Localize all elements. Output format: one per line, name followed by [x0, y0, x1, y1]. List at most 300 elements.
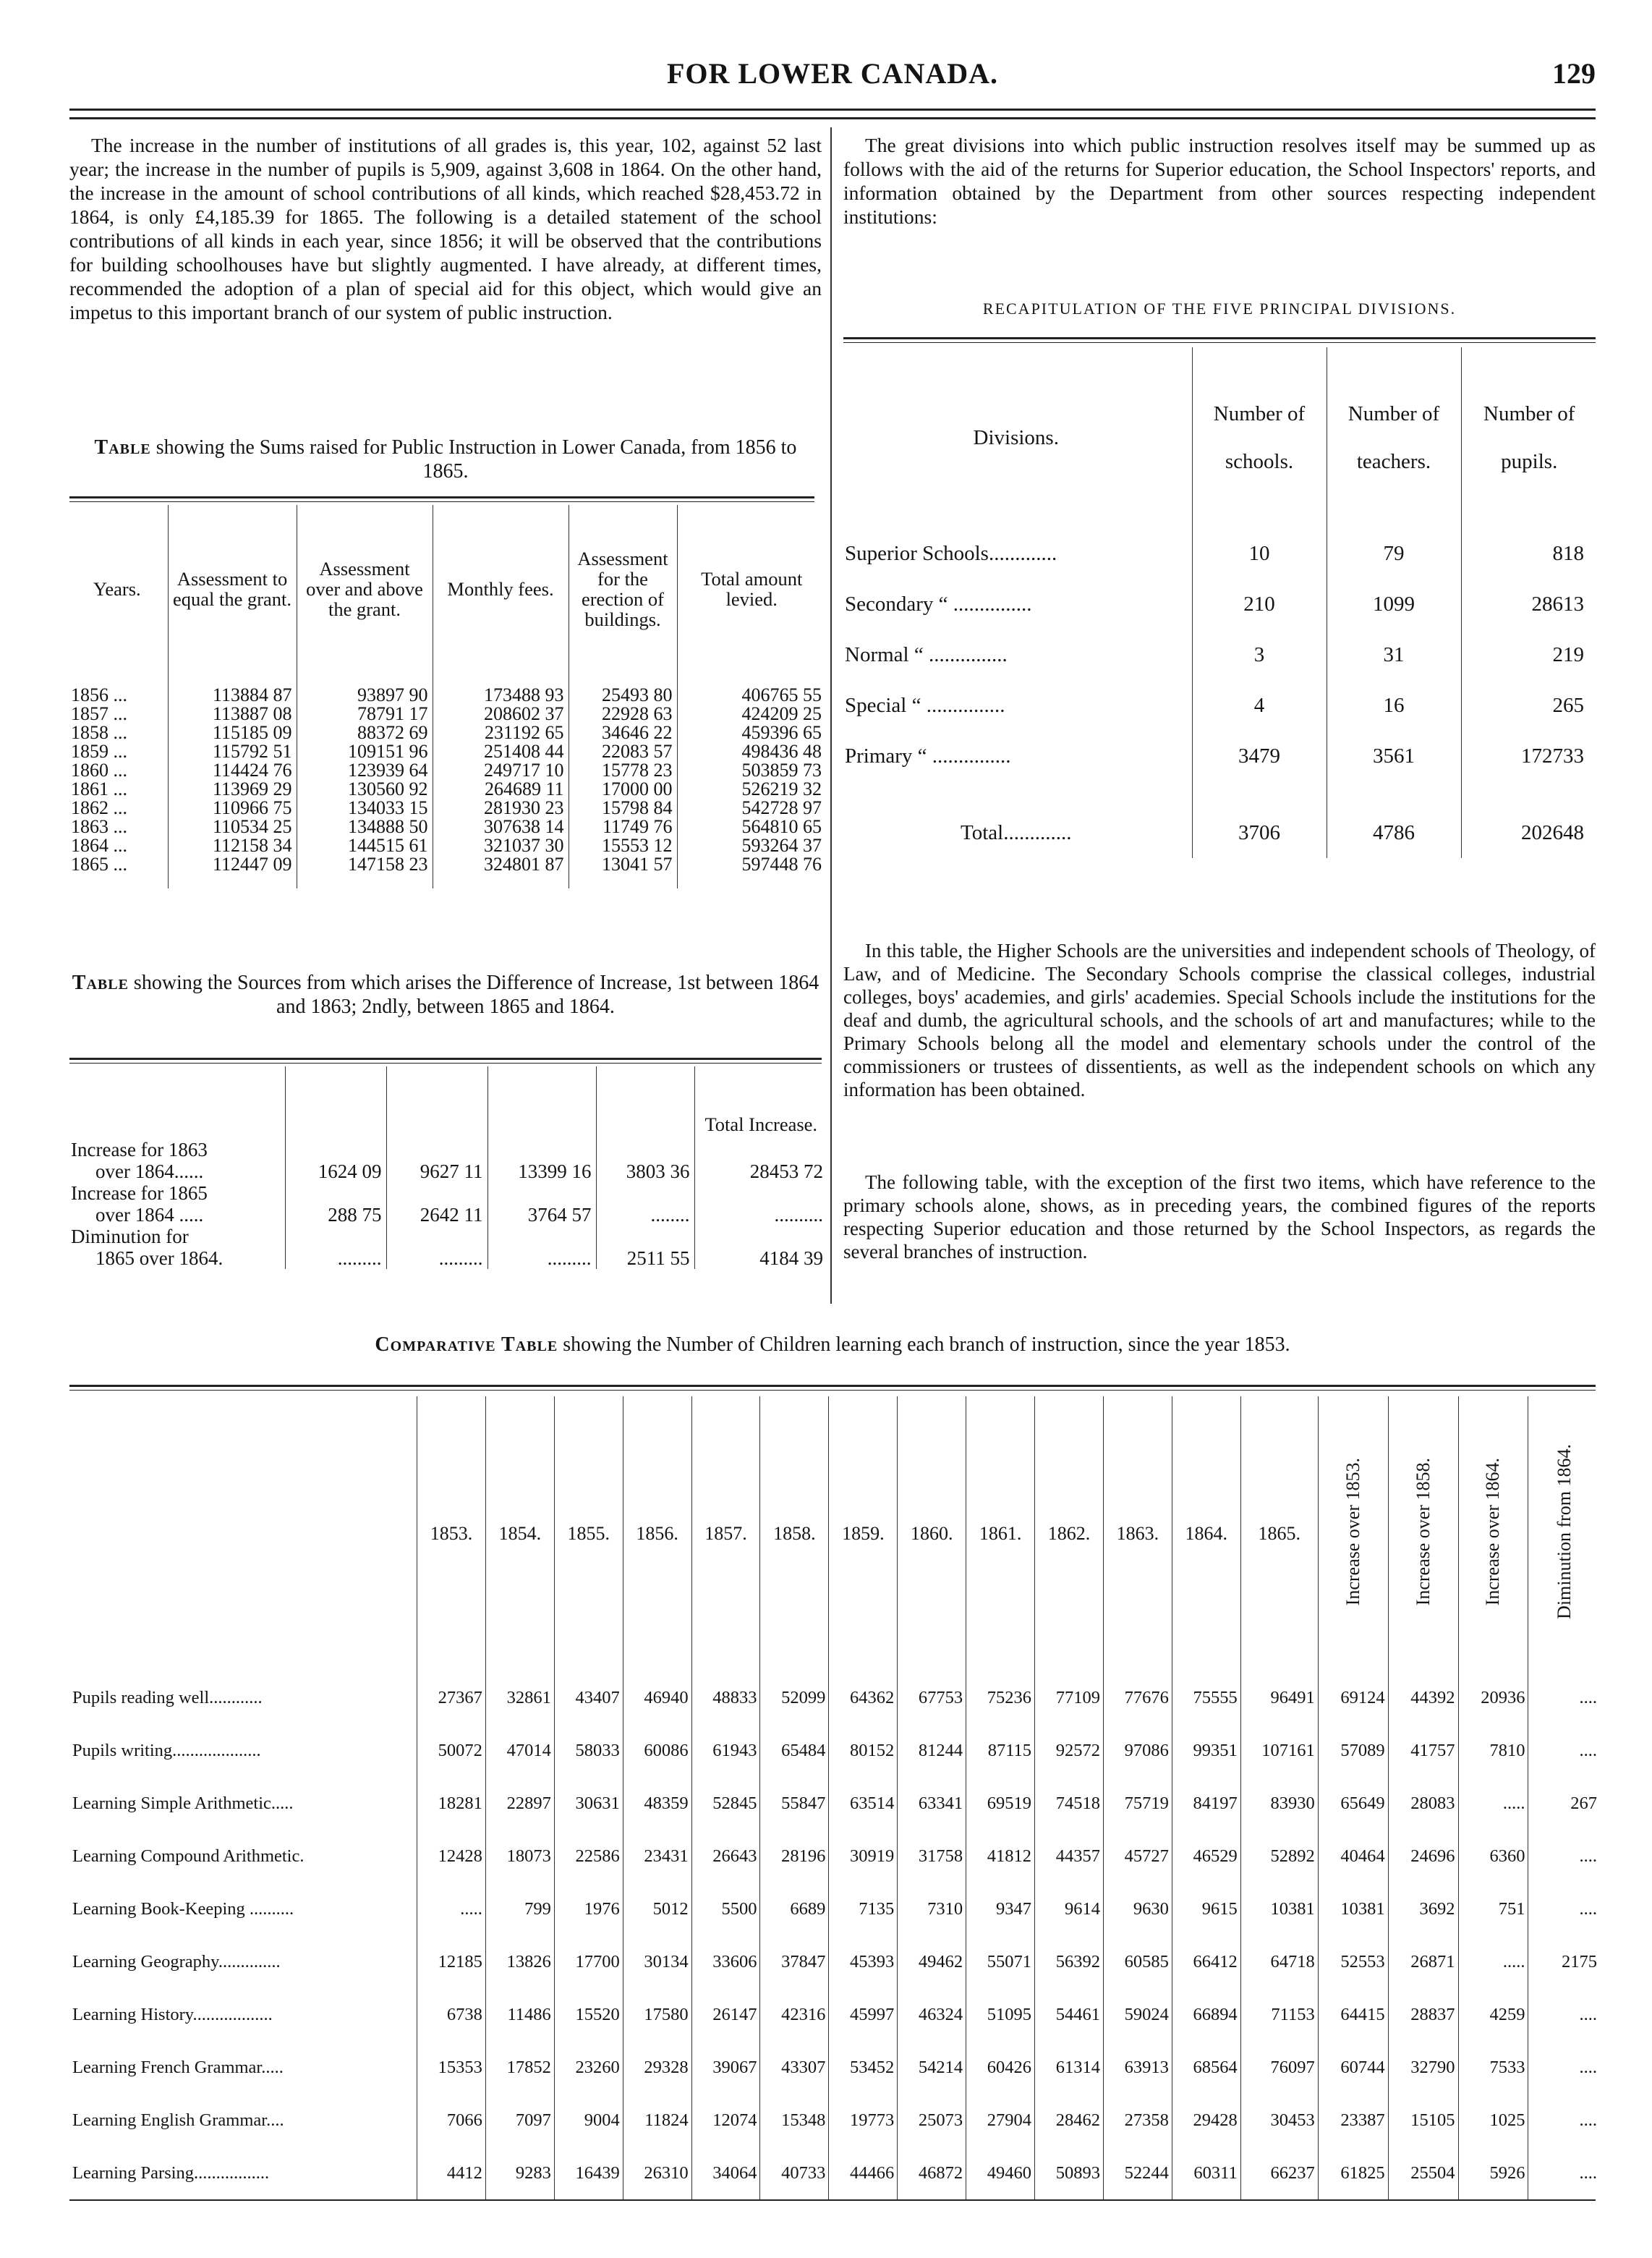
count-cell: 34064	[691, 2147, 760, 2199]
amount-cell: 321037 30	[433, 836, 569, 855]
amount-cell: 208602 37	[433, 705, 569, 723]
count-cell: ....	[1528, 1830, 1600, 1883]
count-cell: 75236	[966, 1671, 1035, 1724]
amount-cell: 288 75	[285, 1204, 386, 1226]
amount-cell: 130560 92	[297, 780, 433, 799]
count-cell: 1976	[554, 1883, 623, 1935]
change-header	[1528, 1396, 1600, 1671]
count-cell: 43407	[554, 1671, 623, 1724]
division-label: Secondary “ ...............	[845, 593, 1032, 616]
table-row	[67, 1226, 827, 1247]
year-header: 1861.	[966, 1396, 1035, 1671]
change-header-label: Diminution from 1864.	[1553, 1444, 1575, 1619]
count-cell: .....	[417, 1883, 486, 1935]
sums-header-over-grant: Assessment over and above the grant.	[297, 505, 433, 673]
amount-cell: 1624 09	[285, 1160, 386, 1182]
branch-label: Learning French Grammar.....	[72, 2057, 284, 2077]
right-paragraph-1: The great divisions into which public instruction resolves itself may be summed up as follows with the aid of the returns for Superior education, the School Inspectors' reports, and information obtained by the Department from other sources respecting independent institutions:	[843, 134, 1596, 228]
comparative-caption	[69, 1333, 1596, 1357]
count-cell: 96491	[1240, 1671, 1318, 1724]
count-cell: 17852	[485, 2041, 554, 2094]
amount-cell: 13399 16	[487, 1160, 596, 1182]
count-cell: 54214	[898, 2041, 966, 2094]
count-cell: 99351	[1172, 1724, 1240, 1777]
year-header: 1855.	[554, 1396, 623, 1671]
count-cell: .....	[1458, 1777, 1528, 1830]
amount-cell: 2642 11	[386, 1204, 487, 1226]
total-row	[840, 807, 1597, 858]
count-cell: 11486	[485, 1988, 554, 2041]
year-header: 1865.	[1240, 1396, 1318, 1671]
amount-cell: 109151 96	[297, 742, 433, 761]
recap-header-pupils: Number of pupils.	[1461, 347, 1597, 528]
table-row	[67, 836, 826, 855]
amount-cell: ..........	[694, 1204, 827, 1226]
count-cell: 64415	[1318, 1988, 1388, 2041]
right-paragraph-3: The following table, with the exception of the first two items, which have reference to the primary schools alone, shows, as in preceding years, the combined figures of the reports respecting Superior education and those returned by the School Inspectors, as regards the several branches of instruction.	[843, 1171, 1596, 1262]
amount-cell: 134033 15	[297, 799, 433, 818]
recap-caption: RECAPITULATION OF THE FIVE PRINCIPAL DIVISIONS.	[982, 300, 1457, 318]
running-head	[69, 56, 1596, 100]
count-cell: 9347	[966, 1883, 1035, 1935]
row-label: Increase for 1865	[71, 1182, 208, 1204]
year-cell: 1861 ...	[71, 778, 127, 799]
count-cell: 818	[1461, 528, 1597, 579]
amount-cell: 15553 12	[569, 836, 677, 855]
count-cell: 52099	[760, 1671, 829, 1724]
branch-label: Learning Simple Arithmetic.....	[72, 1793, 294, 1813]
year-cell: 1859 ...	[71, 741, 127, 762]
count-cell: 40733	[760, 2147, 829, 2199]
count-cell: 46872	[898, 2147, 966, 2199]
count-cell: 22586	[554, 1830, 623, 1883]
count-cell: 30134	[623, 1935, 691, 1988]
count-cell: 10381	[1240, 1883, 1318, 1935]
total-cell: 3706	[1192, 807, 1327, 858]
division-label: Primary “ ...............	[845, 744, 1011, 768]
count-cell: 53452	[829, 2041, 898, 2094]
year-cell: 1863 ...	[71, 816, 127, 837]
count-cell: 16	[1327, 680, 1461, 731]
amount-cell: 88372 69	[297, 723, 433, 742]
sums-table	[67, 505, 826, 888]
amount-cell: 134888 50	[297, 818, 433, 836]
table-row	[840, 680, 1597, 731]
year-cell: 1864 ...	[71, 835, 127, 856]
count-cell: 44392	[1388, 1671, 1458, 1724]
amount-cell: .........	[285, 1247, 386, 1269]
table-row	[67, 723, 826, 742]
table-row	[67, 705, 826, 723]
branch-label: Learning History..................	[72, 2004, 273, 2024]
count-cell: 7310	[898, 1883, 966, 1935]
count-cell: 10381	[1318, 1883, 1388, 1935]
count-cell: 46324	[898, 1988, 966, 2041]
count-cell: 27367	[417, 1671, 486, 1724]
year-header: 1862.	[1035, 1396, 1104, 1671]
count-cell: 17580	[623, 1988, 691, 2041]
table-row	[69, 1883, 1600, 1935]
count-cell: 43307	[760, 2041, 829, 2094]
row-label: 1865 over 1864.	[95, 1247, 223, 1269]
table-row	[69, 1830, 1600, 1883]
count-cell: 61825	[1318, 2147, 1388, 2199]
sums-header-total: Total amount levied.	[677, 505, 826, 673]
table-row	[69, 2094, 1600, 2147]
row-label: over 1864......	[95, 1160, 204, 1182]
caption-text: showing the Sources from which arises the Difference of Increase, 1st between 1864 and 1863; 2ndly, between 1865 and 1864.	[133, 972, 819, 1018]
count-cell: 12074	[691, 2094, 760, 2147]
amount-cell: 2511 55	[596, 1247, 694, 1269]
count-cell: 63514	[829, 1777, 898, 1830]
count-cell: 7810	[1458, 1724, 1528, 1777]
year-header: 1858.	[760, 1396, 829, 1671]
amount-cell: 264689 11	[433, 780, 569, 799]
amount-cell: .........	[487, 1247, 596, 1269]
count-cell: 18073	[485, 1830, 554, 1883]
count-cell: 77676	[1103, 1671, 1172, 1724]
table-row	[840, 629, 1597, 680]
year-header: 1856.	[623, 1396, 691, 1671]
count-cell: 61943	[691, 1724, 760, 1777]
count-cell: 46529	[1172, 1830, 1240, 1883]
count-cell: 40464	[1318, 1830, 1388, 1883]
amount-cell: 112447 09	[168, 855, 297, 874]
count-cell: 30919	[829, 1830, 898, 1883]
table-row	[840, 528, 1597, 579]
table-row	[69, 1777, 1600, 1830]
count-cell: 7533	[1458, 2041, 1528, 2094]
count-cell: 47014	[485, 1724, 554, 1777]
caption-text: showing the Number of Children learning each branch of instruction, since the year 1853.	[563, 1333, 1290, 1356]
count-cell: 44357	[1035, 1830, 1104, 1883]
total-label: Total.............	[961, 821, 1072, 844]
comparative-table	[69, 1396, 1600, 2199]
change-header	[1388, 1396, 1458, 1671]
amount-cell: 281930 23	[433, 799, 569, 818]
count-cell: 3	[1192, 629, 1327, 680]
count-cell: 107161	[1240, 1724, 1318, 1777]
count-cell: 30631	[554, 1777, 623, 1830]
table-row	[69, 1671, 1600, 1724]
division-label: Normal “ ...............	[845, 643, 1008, 666]
count-cell: 799	[485, 1883, 554, 1935]
count-cell: 1025	[1458, 2094, 1528, 2147]
amount-cell: 503859 73	[677, 761, 826, 780]
difference-table	[67, 1066, 827, 1269]
count-cell: 42316	[760, 1988, 829, 2041]
row-label: Diminution for	[71, 1226, 189, 1247]
table-row	[67, 761, 826, 780]
count-cell: 9283	[485, 2147, 554, 2199]
branch-label: Learning Book-Keeping ..........	[72, 1898, 294, 1919]
count-cell: 44466	[829, 2147, 898, 2199]
count-cell: 84197	[1172, 1777, 1240, 1830]
count-cell: 50893	[1035, 2147, 1104, 2199]
amount-cell: 22083 57	[569, 742, 677, 761]
amount-cell: 113884 87	[168, 673, 297, 705]
table-row	[67, 855, 826, 874]
amount-cell: 11749 76	[569, 818, 677, 836]
table-row	[67, 780, 826, 799]
table-row	[67, 1160, 827, 1182]
amount-cell: 93897 90	[297, 673, 433, 705]
count-cell: ....	[1528, 2147, 1600, 2199]
count-cell: 4412	[417, 2147, 486, 2199]
count-cell: 5012	[623, 1883, 691, 1935]
count-cell: 79	[1327, 528, 1461, 579]
count-cell: 3692	[1388, 1883, 1458, 1935]
count-cell: 58033	[554, 1724, 623, 1777]
amount-cell: 113887 08	[168, 705, 297, 723]
amount-cell: 251408 44	[433, 742, 569, 761]
count-cell: 26310	[623, 2147, 691, 2199]
count-cell: 7097	[485, 2094, 554, 2147]
count-cell: 10	[1192, 528, 1327, 579]
count-cell: 63913	[1103, 2041, 1172, 2094]
count-cell: 32790	[1388, 2041, 1458, 2094]
sums-header-years: Years.	[93, 578, 141, 600]
count-cell: 69519	[966, 1777, 1035, 1830]
count-cell: 57089	[1318, 1724, 1388, 1777]
count-cell: 4259	[1458, 1988, 1528, 2041]
amount-cell: 593264 37	[677, 836, 826, 855]
year-header: 1857.	[691, 1396, 760, 1671]
count-cell: 28613	[1461, 579, 1597, 629]
amount-cell: 115792 51	[168, 742, 297, 761]
count-cell: 26871	[1388, 1935, 1458, 1988]
count-cell: 27358	[1103, 2094, 1172, 2147]
count-cell: 56392	[1035, 1935, 1104, 1988]
year-cell: 1862 ...	[71, 797, 127, 818]
count-cell: 68564	[1172, 2041, 1240, 2094]
amount-cell: 112158 34	[168, 836, 297, 855]
amount-cell: 9627 11	[386, 1160, 487, 1182]
count-cell: 48833	[691, 1671, 760, 1724]
count-cell: 267	[1528, 1777, 1600, 1830]
amount-cell: 3803 36	[596, 1160, 694, 1182]
count-cell: 55071	[966, 1935, 1035, 1988]
column-divider	[830, 127, 832, 1304]
left-paragraph-1: The increase in the number of institutions of all grades is, this year, 102, against 52 last year; the increase in the number of pupils is 5,909, against 3,608 in 1864. On the other hand, the increase in the amount of school contributions of all kinds, which reached $28,453.72 in 1864, is only £4,185.39 for 1865. The following is a detailed statement of the school contributions of all kinds in each year, since 1856; it will be observed that the contributions for building schoolhouses have but slightly augmented. I have already, at different times, recommended the adoption of a plan of special aid for this object, which would give an impetus to this important branch of our system of public instruction.	[69, 134, 822, 323]
count-cell: 31758	[898, 1830, 966, 1883]
count-cell: 81244	[898, 1724, 966, 1777]
count-cell: ....	[1528, 1671, 1600, 1724]
amount-cell: 115185 09	[168, 723, 297, 742]
row-label: Increase for 1863	[71, 1139, 208, 1160]
count-cell: 63341	[898, 1777, 966, 1830]
count-cell: 24696	[1388, 1830, 1458, 1883]
header-rule	[69, 117, 1596, 119]
count-cell: ....	[1528, 2041, 1600, 2094]
count-cell: 74518	[1035, 1777, 1104, 1830]
year-cell: 1857 ...	[71, 703, 127, 724]
count-cell: 64718	[1240, 1935, 1318, 1988]
amount-cell: 3764 57	[487, 1204, 596, 1226]
table-row	[67, 1247, 827, 1269]
amount-cell: 498436 48	[677, 742, 826, 761]
amount-cell: 113969 29	[168, 780, 297, 799]
amount-cell: 144515 61	[297, 836, 433, 855]
count-cell: 59024	[1103, 1988, 1172, 2041]
table-row	[69, 1988, 1600, 2041]
count-cell: 13826	[485, 1935, 554, 1988]
count-cell: 9615	[1172, 1883, 1240, 1935]
year-cell: 1865 ...	[71, 854, 127, 875]
change-header	[1318, 1396, 1388, 1671]
amount-cell: 173488 93	[433, 673, 569, 705]
count-cell: ....	[1528, 1883, 1600, 1935]
count-cell: 66894	[1172, 1988, 1240, 2041]
count-cell: 25504	[1388, 2147, 1458, 2199]
count-cell: 6360	[1458, 1830, 1528, 1883]
caption-lead: Table	[94, 436, 151, 459]
count-cell: 64362	[829, 1671, 898, 1724]
count-cell: 55847	[760, 1777, 829, 1830]
count-cell: 52845	[691, 1777, 760, 1830]
count-cell: 12185	[417, 1935, 486, 1988]
year-header: 1863.	[1103, 1396, 1172, 1671]
amount-cell: ........	[596, 1204, 694, 1226]
diff-header-total: Total Increase.	[694, 1066, 827, 1139]
count-cell: 30453	[1240, 2094, 1318, 2147]
count-cell: 49462	[898, 1935, 966, 1988]
count-cell: 23260	[554, 2041, 623, 2094]
right-paragraph-2: In this table, the Higher Schools are the universities and independent schools of Theology, of Law, and of Medicine. The Secondary Schools comprise the classical colleges, industrial colleges, boys' academies, and girls' academies. Special Schools include the institutions for the deaf and dumb, the agricultural schools, and the schools of art and manufactures; while to the Primary Schools belong all the model and elementary schools under the control of the commissioners or trustees of dissentients, as well as the independent schools on which any information has been obtained.	[843, 940, 1596, 1100]
diff-table-caption	[69, 971, 822, 1019]
count-cell: 5926	[1458, 2147, 1528, 2199]
amount-cell: 4184 39	[694, 1247, 827, 1269]
sums-header-buildings: Assessment for the erection of buildings.	[569, 505, 677, 673]
count-cell: 76097	[1240, 2041, 1318, 2094]
count-cell: 22897	[485, 1777, 554, 1830]
table-row	[67, 742, 826, 761]
count-cell: 9004	[554, 2094, 623, 2147]
count-cell: 172733	[1461, 731, 1597, 781]
table-row	[67, 1204, 827, 1226]
count-cell: 97086	[1103, 1724, 1172, 1777]
table-top-rule	[69, 496, 814, 502]
amount-cell: 307638 14	[433, 818, 569, 836]
row-label: over 1864 .....	[95, 1204, 204, 1226]
year-header: 1860.	[898, 1396, 966, 1671]
division-label: Special “ ...............	[845, 694, 1005, 717]
count-cell: 71153	[1240, 1988, 1318, 2041]
year-header: 1854.	[485, 1396, 554, 1671]
count-cell: 20936	[1458, 1671, 1528, 1724]
count-cell: 15348	[760, 2094, 829, 2147]
branch-label: Learning English Grammar....	[72, 2110, 284, 2130]
count-cell: 67753	[898, 1671, 966, 1724]
count-cell: 9630	[1103, 1883, 1172, 1935]
branch-label: Pupils reading well............	[72, 1687, 263, 1707]
count-cell: 60311	[1172, 2147, 1240, 2199]
amount-cell: 22928 63	[569, 705, 677, 723]
amount-cell: 110966 75	[168, 799, 297, 818]
amount-cell: 15798 84	[569, 799, 677, 818]
count-cell: 37847	[760, 1935, 829, 1988]
count-cell: 65649	[1318, 1777, 1388, 1830]
count-cell: 69124	[1318, 1671, 1388, 1724]
count-cell: 60086	[623, 1724, 691, 1777]
amount-cell: 110534 25	[168, 818, 297, 836]
recap-header-divisions: Divisions.	[973, 426, 1059, 449]
count-cell: 17700	[554, 1935, 623, 1988]
count-cell: 66412	[1172, 1935, 1240, 1988]
caption-lead: Comparative Table	[375, 1333, 558, 1356]
count-cell: 28837	[1388, 1988, 1458, 2041]
amount-cell: 34646 22	[569, 723, 677, 742]
amount-cell: 424209 25	[677, 705, 826, 723]
count-cell: 16439	[554, 2147, 623, 2199]
amount-cell: 114424 76	[168, 761, 297, 780]
table-row	[69, 1724, 1600, 1777]
count-cell: 29328	[623, 2041, 691, 2094]
count-cell: 751	[1458, 1883, 1528, 1935]
count-cell: 54461	[1035, 1988, 1104, 2041]
sums-table-caption	[69, 436, 822, 483]
count-cell: 25073	[898, 2094, 966, 2147]
table-spacer	[840, 781, 1597, 807]
branch-label: Pupils writing....................	[72, 1740, 261, 1760]
table-row	[67, 1182, 827, 1204]
count-cell: 60744	[1318, 2041, 1388, 2094]
amount-cell: 231192 65	[433, 723, 569, 742]
amount-cell: 147158 23	[297, 855, 433, 874]
count-cell: 61314	[1035, 2041, 1104, 2094]
count-cell: 46940	[623, 1671, 691, 1724]
year-header: 1864.	[1172, 1396, 1240, 1671]
year-header: 1853.	[417, 1396, 486, 1671]
count-cell: 7135	[829, 1883, 898, 1935]
count-cell: 27904	[966, 2094, 1035, 2147]
count-cell: 219	[1461, 629, 1597, 680]
amount-cell: 542728 97	[677, 799, 826, 818]
count-cell: 45997	[829, 1988, 898, 2041]
table-row	[69, 2147, 1600, 2199]
count-cell: 52892	[1240, 1830, 1318, 1883]
table-top-rule	[843, 337, 1596, 343]
table-row	[840, 731, 1597, 781]
count-cell: 3561	[1327, 731, 1461, 781]
comparative-header-blank	[69, 1396, 417, 1671]
count-cell: 15105	[1388, 2094, 1458, 2147]
count-cell: ....	[1528, 1988, 1600, 2041]
count-cell: 26643	[691, 1830, 760, 1883]
count-cell: 52553	[1318, 1935, 1388, 1988]
count-cell: 4	[1192, 680, 1327, 731]
change-header-label: Increase over 1853.	[1342, 1457, 1363, 1606]
count-cell: 23431	[623, 1830, 691, 1883]
change-header	[1458, 1396, 1528, 1671]
page-number: 129	[1552, 57, 1596, 90]
table-row	[67, 673, 826, 705]
count-cell: 7066	[417, 2094, 486, 2147]
count-cell: 48359	[623, 1777, 691, 1830]
amount-cell: 78791 17	[297, 705, 433, 723]
count-cell: 32861	[485, 1671, 554, 1724]
recap-header-teachers: Number of teachers.	[1327, 347, 1461, 528]
amount-cell: 249717 10	[433, 761, 569, 780]
recap-table	[840, 347, 1597, 858]
division-label: Superior Schools.............	[845, 542, 1057, 565]
count-cell: 41757	[1388, 1724, 1458, 1777]
amount-cell: 564810 65	[677, 818, 826, 836]
count-cell: 51095	[966, 1988, 1035, 2041]
amount-cell: 324801 87	[433, 855, 569, 874]
caption-lead: Table	[72, 972, 129, 994]
branch-label: Learning Geography..............	[72, 1951, 281, 1971]
